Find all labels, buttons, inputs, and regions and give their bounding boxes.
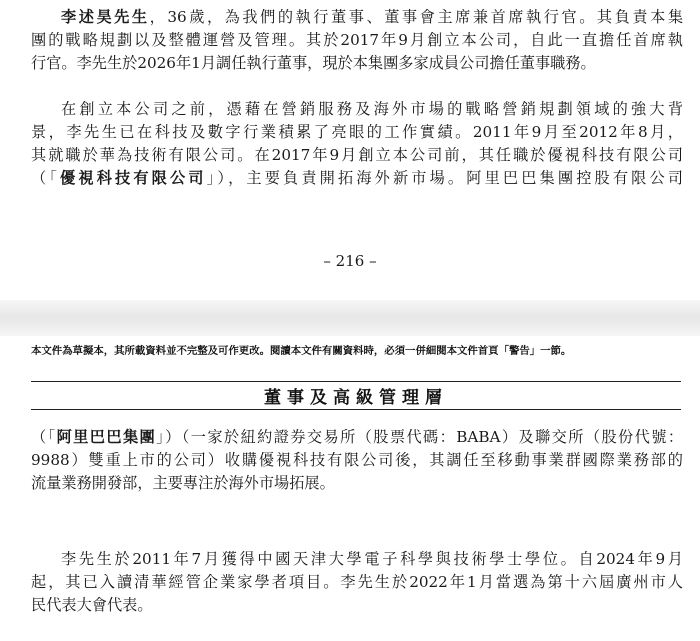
- text-line: 行官。李先生於2026年1月調任執行董事，現於本集團多家成員公司擔任董事職務。: [31, 54, 596, 72]
- page-number: – 216 –: [323, 252, 377, 270]
- text-line: 景，李先生已在科技及數字行業積累了亮眼的工作實績。2011年9月至2012年8月，: [31, 123, 683, 141]
- text-line: 其就職於華為技術有限公司。在2017年9月創立本公司前，其任職於優視科技有限公司: [31, 146, 683, 164]
- text-line: 流量業務開發部，主要專注於海外市場拓展。: [31, 474, 335, 492]
- section-title: 董事及高級管理層: [264, 388, 448, 408]
- document-page-upper: [0, 0, 700, 300]
- text-segment: （「: [31, 428, 57, 446]
- text-line: [31, 426, 683, 449]
- text-segment: 」），主要負責開拓海外新市場。阿里巴巴集團控股有限公司: [206, 169, 683, 187]
- defined-term: 阿里巴巴集團: [56, 428, 157, 446]
- text-segment: 」）（一家於紐約證券交易所（股票代碼：BABA）及聯交所（股份代號：: [156, 428, 684, 446]
- text-line: 團的戰略規劃以及整體運營及管理。其於2017年9月創立本公司，自此一直擔任首席執: [31, 31, 683, 49]
- biography-paragraph-4: [31, 548, 683, 617]
- document-page-lower: [0, 336, 700, 641]
- text-line: [31, 6, 683, 29]
- page-separator: [0, 300, 700, 336]
- text-line: 在創立本公司之前，憑藉在營銷服務及海外市場的戰略營銷規劃領域的強大背: [61, 100, 683, 118]
- director-name: 李述昊先生: [61, 8, 150, 26]
- biography-paragraph-3: [31, 426, 683, 495]
- biography-paragraph-2: [31, 98, 683, 190]
- text-line: 民代表大會代表。: [31, 596, 153, 614]
- biography-paragraph-1: [31, 6, 683, 75]
- draft-notice: 本文件為草擬本，其所載資料並不完整及可作更改。閱讀本文件有關資料時，必須一併細閱本文件首頁「警告」一節。: [31, 345, 572, 357]
- text-line: 李先生於2011年7月獲得中國天津大學電子科學與技術學士學位。自2024年9月: [61, 550, 683, 568]
- text-line: 起，其已入讀清華經管企業家學者項目。李先生於2022年1月當選為第十六屆廣州市人: [31, 573, 683, 591]
- section-header: [31, 381, 681, 410]
- text-segment: （「: [31, 169, 61, 187]
- text-segment: ，36歲，為我們的執行董事、董事會主席兼首席執行官。其負責本集: [149, 8, 684, 26]
- text-line: [31, 167, 683, 190]
- text-line: 9988）雙重上市的公司）收購優視科技有限公司後，其調任至移動事業群國際業務部的: [31, 451, 683, 469]
- defined-term: 優視科技有限公司: [60, 169, 207, 187]
